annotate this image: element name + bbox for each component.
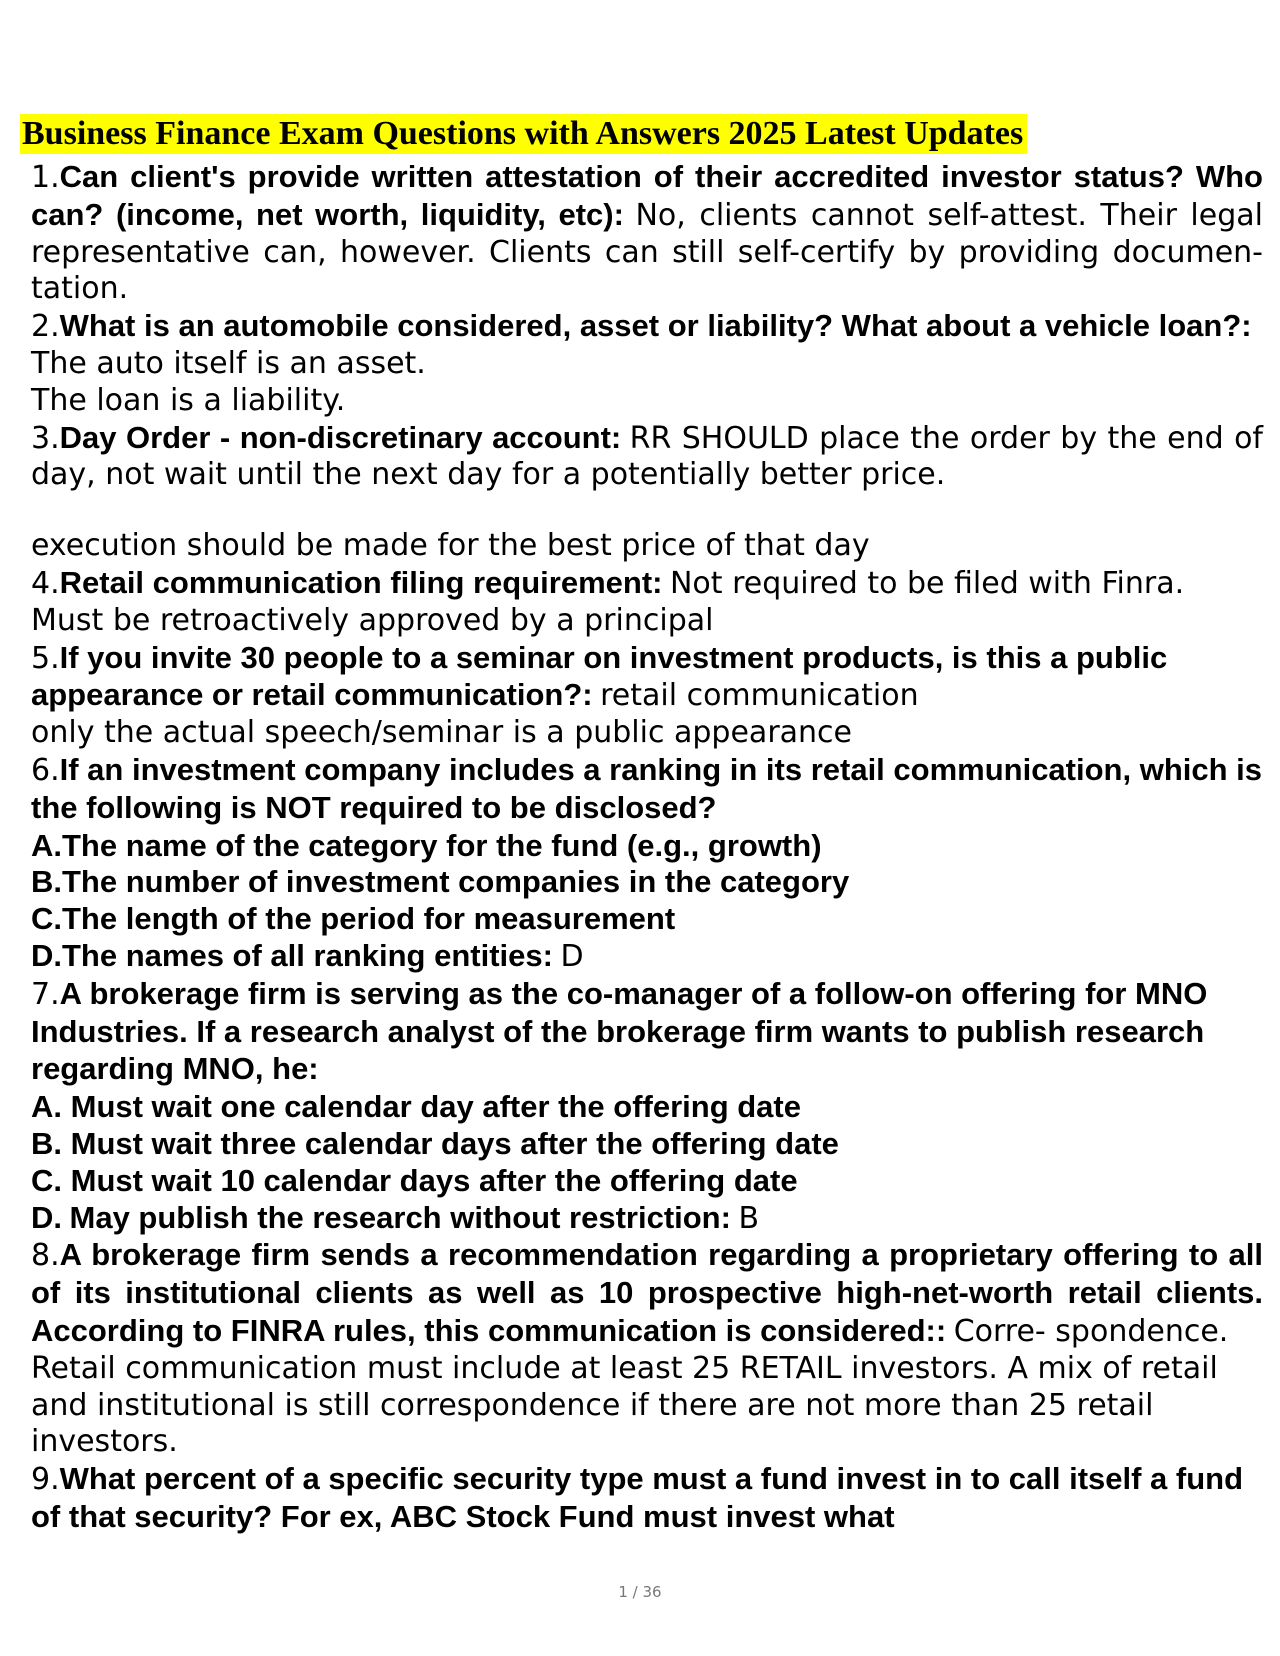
answer-note: only the actual speech/seminar is a public appearance: [31, 715, 853, 751]
answer-text: B: [738, 1200, 760, 1236]
option-label: C.: [31, 1162, 62, 1198]
option-text: Must wait one calendar day after the offering date: [70, 1089, 801, 1125]
answer-text: RR SHOULD place the order by the end of day, not wait until the next day for a potentially better price.: [31, 420, 1263, 493]
option-text: May publish the research without restriction:: [69, 1199, 731, 1235]
item-number: 9.: [31, 1462, 60, 1498]
option-label: A.: [31, 827, 62, 863]
qa-item-3: [31, 420, 1263, 495]
question-text: Retail communication filing requirement:: [59, 564, 663, 600]
option-text: The length of the period for measurement: [62, 901, 676, 937]
item-number: 5.: [31, 640, 60, 676]
question-text: A brokerage firm sends a recommendation regarding a proprietary offering to all of its institutional clients as well as 10 prospective high-net-worth retail clients. According to FINRA rules, this communication is considered::: [31, 1237, 1263, 1348]
option-c: [31, 901, 1263, 938]
option-text: The number of investment companies in the category: [62, 864, 850, 900]
item-number: 1.: [31, 160, 60, 195]
qa-item-6: [31, 752, 1263, 828]
option-d: [31, 1200, 1263, 1238]
qa-item-5: [31, 640, 1263, 716]
page-number: 1 / 36: [618, 1583, 662, 1601]
question-text: Day Order - non-discretinary account:: [59, 419, 622, 455]
option-text: Must wait 10 calendar days after the offering date: [70, 1162, 798, 1198]
answer-note: Retail communication must include at least 25 RETAIL investors. A mix of retail and institutional is still correspondence if there are not more than 25 retail investors.: [31, 1350, 1218, 1460]
answer-text: No, clients cannot self-attest. Their legal representative can, however. Clients can still self-certify by providing documen- tation.: [31, 197, 1263, 307]
question-text: A brokerage firm is serving as the co-manager of a follow-on offering for MNO Industries. If a research analyst of the brokerage firm wants to publish research regarding MNO, he:: [31, 975, 1208, 1087]
option-c: [31, 1163, 1263, 1200]
option-b: [31, 864, 1263, 901]
question-text: If an investment company includes a ranking in its retail communication, which is the following is NOT required to be disclosed?: [31, 751, 1263, 825]
qa-item-8: [31, 1237, 1263, 1350]
document-title: Business Finance Exam Questions with Answers 2025 Latest Updates: [20, 114, 1027, 154]
qa-item-9: [31, 1461, 1263, 1537]
option-label: D.: [31, 937, 62, 973]
item-number: 6.: [31, 752, 60, 788]
question-text: What percent of a specific security type must a fund invest in to call itself a fund of that security? For ex, ABC Stock Fund must invest what: [31, 1461, 1244, 1534]
item-number: 7.: [31, 976, 60, 1012]
answer-text: The auto itself is an asset.: [31, 345, 426, 381]
option-label: C.: [31, 901, 62, 937]
qa-item-1: [31, 159, 1263, 308]
answer-note: The loan is a liability.: [31, 382, 346, 418]
option-text: Must wait three calendar days after the offering date: [70, 1125, 839, 1161]
option-label: D.: [31, 1199, 62, 1235]
answer-text: retail communication: [600, 678, 919, 714]
answer-note: execution should be made for the best price of that day: [31, 528, 870, 564]
option-label: B.: [31, 864, 62, 900]
option-a: [31, 828, 1263, 865]
option-text: The names of all ranking entities:: [62, 937, 553, 973]
option-label: A.: [31, 1089, 62, 1125]
item-number: 4.: [31, 565, 60, 601]
option-d: [31, 938, 1263, 976]
question-text: Can client's provide written attestation of their accredited investor status? Who can? (income, net worth, liquidity, etc):: [31, 159, 1263, 232]
answer-text: Corre- spondence.: [953, 1313, 1229, 1349]
option-text: The name of the category for the fund (e.g., growth): [62, 827, 822, 863]
item-number: 8.: [31, 1238, 60, 1274]
qa-item-2: [31, 308, 1263, 383]
qa-item-7: [31, 976, 1263, 1089]
option-label: B.: [31, 1125, 62, 1161]
blank-line: [31, 494, 1263, 528]
option-a: [31, 1089, 1263, 1126]
option-b: [31, 1126, 1263, 1163]
answer-text: Not required to be filed with Finra. Must be retroactively approved by a principal: [31, 565, 1185, 638]
answer-text: D: [560, 938, 584, 974]
question-text: If you invite 30 people to a seminar on investment products, is this a public appearance or retail communication?:: [31, 639, 1168, 713]
qa-list: [31, 159, 1263, 1537]
question-text: What is an automobile considered, asset or liability? What about a vehicle loan?:: [59, 308, 1252, 344]
item-number: 3.: [31, 420, 60, 456]
item-number: 2.: [31, 309, 60, 345]
qa-item-4: [31, 565, 1263, 640]
